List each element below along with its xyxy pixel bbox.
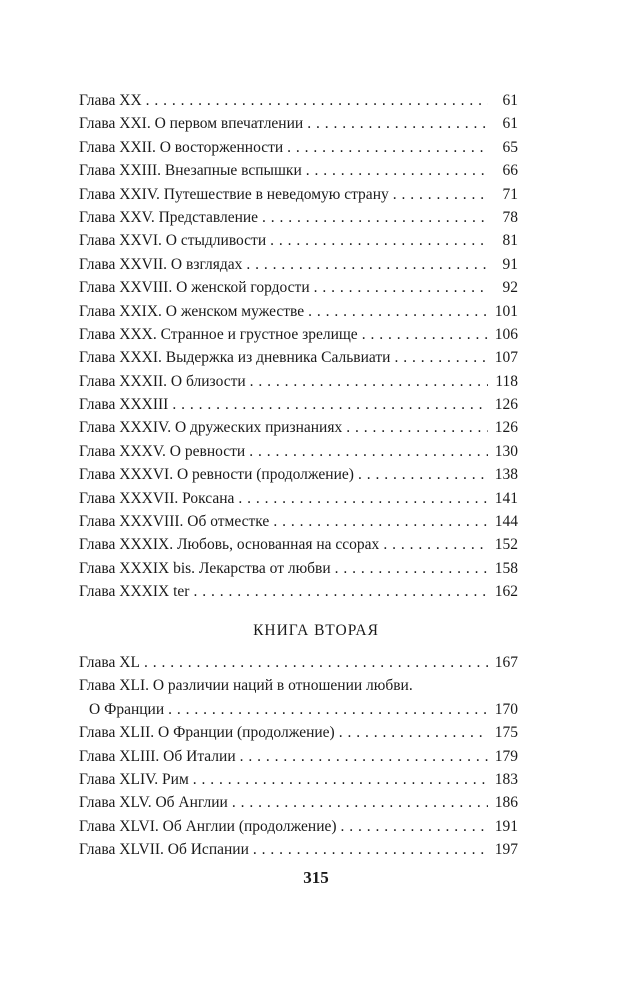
toc-leader-dots [362, 323, 488, 346]
toc-leader-dots [339, 721, 488, 744]
toc-entry-page: 106 [494, 325, 518, 343]
toc-leader-dots [240, 745, 488, 768]
toc-leader-dots [262, 206, 488, 229]
toc-leader-dots [287, 136, 488, 159]
toc-entry-title: Глава XXVI. О стыдливости [79, 232, 267, 250]
table-of-contents-part-two [79, 651, 518, 862]
toc-entry-page: 65 [502, 138, 518, 156]
toc-entry[interactable] [79, 89, 518, 112]
toc-entry-page: 175 [494, 724, 518, 742]
toc-entry-title: Глава XXXIX. Любовь, основанная на ссорах [79, 536, 380, 554]
toc-entry[interactable] [79, 370, 518, 393]
toc-entry-title: Глава XXIV. Путешествие в неведомую страну [79, 185, 389, 203]
toc-entry-page: 78 [502, 208, 518, 226]
toc-entry[interactable] [79, 136, 518, 159]
toc-entry[interactable] [79, 533, 518, 556]
toc-entry-title: Глава XXI. О первом впечатлении [79, 115, 304, 133]
toc-entry[interactable] [79, 838, 518, 861]
toc-entry-page: 158 [494, 559, 518, 577]
toc-entry-title: Глава XLI. О различии наций в отношении любви. [79, 677, 413, 695]
toc-leader-dots [249, 440, 488, 463]
toc-entry-multiline-first[interactable] [79, 674, 518, 697]
toc-leader-dots [346, 416, 488, 439]
toc-entry-page: 152 [494, 536, 518, 554]
toc-entry-page: 191 [494, 817, 518, 835]
toc-entry-title: Глава XLIV. Рим [79, 770, 189, 788]
toc-leader-dots [358, 463, 488, 486]
toc-entry-page: 61 [502, 115, 518, 133]
toc-entry-title: Глава XX [79, 92, 142, 109]
toc-entry-title: Глава XXXVI. О ревности (продолжение) [79, 466, 354, 484]
toc-entry-title: Глава XXXVIII. Об отместке [79, 513, 270, 531]
toc-leader-dots [168, 698, 488, 721]
toc-entry-title: Глава XXXV. О ревности [79, 442, 246, 460]
toc-entry-title-continued: О Франции [89, 700, 165, 718]
page-number: 315 [303, 868, 329, 887]
toc-entry-title: Глава XLV. Об Англии [79, 794, 228, 812]
toc-leader-dots [253, 838, 488, 861]
toc-entry-title: Глава XXX. Странное и грустное зрелище [79, 325, 358, 343]
toc-entry-title: Глава XXXIX bis. Лекарства от любви [79, 559, 331, 577]
toc-entry-page: 92 [502, 279, 518, 297]
toc-entry[interactable] [79, 440, 518, 463]
toc-entry-page: 118 [495, 372, 518, 390]
toc-entry-title: Глава XLIII. Об Италии [79, 747, 236, 765]
toc-entry[interactable] [79, 557, 518, 580]
toc-entry-title: Глава XXVII. О взглядах [79, 255, 243, 273]
toc-entry-page: 61 [502, 92, 518, 109]
toc-leader-dots [246, 253, 488, 276]
toc-entry-page: 144 [494, 513, 518, 531]
toc-entry-page: 167 [494, 654, 518, 671]
toc-entry-title: Глава XXXIX ter [79, 583, 190, 601]
toc-entry-title: Глава XLII. О Франции (продолжение) [79, 724, 335, 742]
toc-entry[interactable] [79, 206, 518, 229]
toc-entry-page: 186 [494, 794, 518, 812]
toc-leader-dots [307, 112, 488, 135]
toc-leader-dots [146, 89, 488, 112]
toc-entry[interactable] [79, 416, 518, 439]
toc-leader-dots [314, 276, 488, 299]
toc-entry[interactable] [79, 276, 518, 299]
toc-leader-dots [394, 346, 488, 369]
toc-entry-title: Глава XLVI. Об Англии (продолжение) [79, 817, 337, 835]
toc-entry[interactable] [79, 721, 518, 744]
toc-entry-page: 179 [494, 747, 518, 765]
toc-entry-page: 101 [494, 302, 518, 320]
toc-entry[interactable] [79, 651, 518, 674]
toc-entry[interactable] [79, 229, 518, 252]
toc-entry[interactable] [79, 745, 518, 768]
toc-entry[interactable] [79, 159, 518, 182]
toc-entry[interactable] [79, 253, 518, 276]
toc-entry-page: 197 [494, 841, 518, 859]
toc-entry[interactable] [79, 183, 518, 206]
toc-entry-page: 66 [502, 162, 518, 180]
toc-leader-dots [250, 370, 488, 393]
book-two-heading: КНИГА ВТОРАЯ [253, 622, 379, 639]
toc-leader-dots [232, 791, 488, 814]
toc-leader-dots [341, 815, 488, 838]
toc-entry-title: Глава XXVIII. О женской гордости [79, 279, 310, 297]
toc-entry[interactable] [79, 510, 518, 533]
toc-entry[interactable] [79, 487, 518, 510]
toc-entry-title: Глава XXXVII. Роксана [79, 489, 235, 507]
table-of-contents-part-one [79, 89, 518, 604]
toc-entry-title: Глава XXIII. Внезапные вспышки [79, 162, 302, 180]
toc-leader-dots [270, 229, 488, 252]
toc-entry[interactable] [79, 112, 518, 135]
toc-entry-page: 71 [502, 185, 518, 203]
toc-leader-dots [308, 300, 488, 323]
toc-entry-page: 141 [494, 489, 518, 507]
toc-entry-page: 170 [494, 700, 518, 718]
toc-entry[interactable] [79, 463, 518, 486]
toc-entry[interactable] [79, 580, 518, 603]
toc-entry[interactable] [79, 768, 518, 791]
toc-entry-page: 126 [494, 419, 518, 437]
toc-entry-page: 81 [502, 232, 518, 250]
toc-leader-dots [273, 510, 488, 533]
toc-entry[interactable] [79, 346, 518, 369]
toc-entry[interactable] [79, 791, 518, 814]
toc-entry-title: Глава XXXI. Выдержка из дневника Сальвиати [79, 349, 391, 367]
toc-entry-title: Глава XL [79, 654, 140, 671]
toc-entry-multiline-second[interactable] [79, 698, 518, 721]
toc-leader-dots [383, 533, 488, 556]
toc-entry-title: Глава XXV. Представление [79, 208, 259, 226]
toc-leader-dots [306, 159, 488, 182]
toc-entry-title: Глава XLVII. Об Испании [79, 841, 249, 859]
toc-leader-dots [193, 580, 488, 603]
toc-entry-title: Глава XXII. О восторженности [79, 138, 284, 156]
toc-entry-page: 138 [494, 466, 518, 484]
toc-entry-page: 91 [502, 255, 518, 273]
toc-entry[interactable] [79, 815, 518, 838]
toc-entry[interactable] [79, 393, 518, 416]
toc-entry[interactable] [79, 300, 518, 323]
toc-leader-dots [193, 768, 488, 791]
toc-entry-page: 130 [494, 442, 518, 460]
toc-entry-title: Глава XXXIII [79, 396, 169, 414]
toc-entry-page: 107 [494, 349, 518, 367]
toc-leader-dots [393, 183, 488, 206]
toc-leader-dots [335, 557, 488, 580]
toc-leader-dots [172, 393, 488, 416]
toc-leader-dots [144, 651, 488, 674]
toc-entry[interactable] [79, 323, 518, 346]
toc-entry-page: 162 [494, 583, 518, 601]
toc-entry-title: Глава XXIX. О женском мужестве [79, 302, 305, 320]
toc-entry-title: Глава XXXII. О близости [79, 372, 246, 390]
toc-entry-page: 183 [494, 770, 518, 788]
toc-entry-title: Глава XXXIV. О дружеских признаниях [79, 419, 343, 437]
toc-entry-page: 126 [494, 396, 518, 414]
toc-leader-dots [238, 487, 488, 510]
